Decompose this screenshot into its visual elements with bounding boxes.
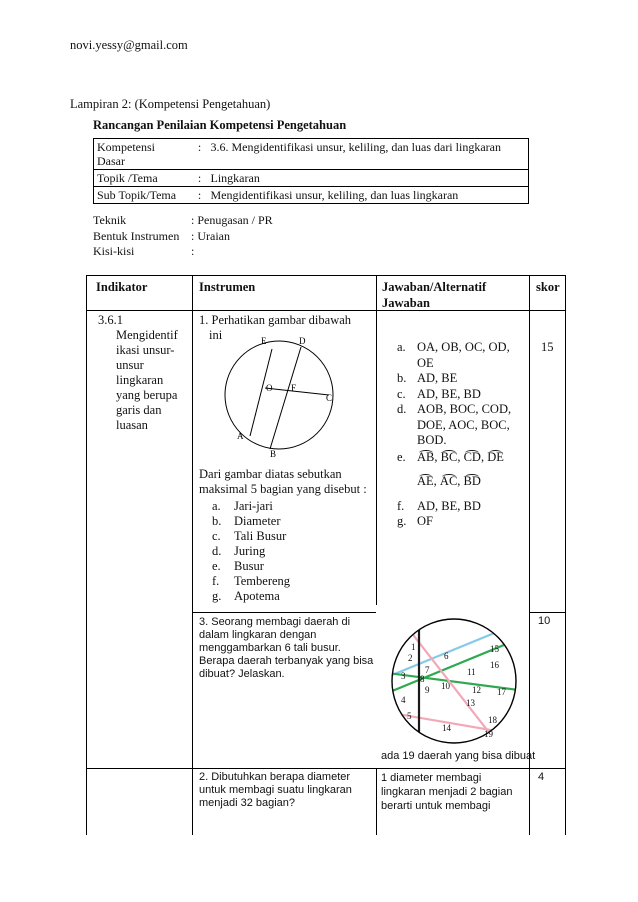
answer-g: g. OF <box>397 514 433 528</box>
circle-regions-diagram <box>380 618 526 744</box>
row-divider <box>529 612 565 613</box>
region-number: 11 <box>467 667 476 677</box>
region-number: 8 <box>420 674 425 684</box>
region-number: 3 <box>401 671 406 681</box>
table-border-left <box>86 275 87 835</box>
region-number: 12 <box>472 685 481 695</box>
bentuk-value: : Uraian <box>191 228 230 243</box>
header-indikator: Indikator <box>96 280 148 294</box>
option-item: c. Tali Busur <box>212 529 287 543</box>
column-divider <box>376 275 377 605</box>
info-row-kompetensi <box>94 139 529 170</box>
colon: : <box>192 187 208 204</box>
column-divider <box>192 275 193 835</box>
label-E: E <box>261 336 267 346</box>
answer-b: b. AD, BE <box>397 371 458 385</box>
region-number: 2 <box>408 653 413 663</box>
header-jawaban: Jawaban/Alternatif Jawaban <box>382 280 487 310</box>
table-border-right <box>565 275 566 835</box>
teknik-value: : Penugasan / PR <box>191 213 273 227</box>
header-skor: skor <box>536 280 560 294</box>
label-A: A <box>237 431 244 441</box>
kompetensi-label-2: Dasar <box>97 154 125 168</box>
row-divider <box>192 612 376 613</box>
region-number: 5 <box>407 711 412 721</box>
region-number: 17 <box>497 687 506 697</box>
answer-e-cont: AE, AC, BD <box>417 474 481 488</box>
region-number: 15 <box>490 644 499 654</box>
region-number: 18 <box>488 715 497 725</box>
table-header-divider <box>86 310 565 311</box>
column-divider <box>376 768 377 835</box>
label-B: B <box>270 449 277 459</box>
answer-3: ada 19 daerah yang bisa dibuat <box>381 750 536 762</box>
chord-BD <box>270 347 301 449</box>
region-number: 7 <box>425 665 430 675</box>
question-3: 3. Seorang membagi daerah di dalam lingkaran dengan menggambarkan 6 tali busur. Berapa daerah terbanyak yang bisa dibuat? Jelaskan. <box>199 616 374 680</box>
colon: : <box>192 139 208 170</box>
answer-c: c. AD, BE, BD <box>397 386 481 401</box>
option-item: d. Juring <box>212 544 266 558</box>
label-O: O <box>266 383 273 393</box>
region-number: 9 <box>425 685 430 695</box>
teknik-label: Teknik <box>93 213 127 227</box>
options-list <box>212 499 290 604</box>
radius-OC <box>265 388 329 395</box>
kompetensi-label: Kompetensi <box>97 140 155 154</box>
document-title: Rancangan Penilaian Kompetensi Pengetahuan <box>93 118 347 132</box>
answer-e: e. AB, BC, CD, DE <box>397 449 504 464</box>
region-number: 16 <box>490 660 499 670</box>
question-2: 2. Dibutuhkan berapa diameter untuk membagi suatu lingkaran menjadi 32 bagian? <box>199 771 352 809</box>
subtopik-value: Mengidentifikasi unsur, keliling, dan luas lingkaran <box>208 187 529 204</box>
kisi-value: : <box>191 244 195 258</box>
topik-label: Topik /Tema <box>94 170 192 187</box>
answer-a: a. OA, OB, OC, OD, <box>397 340 510 354</box>
colon: : <box>192 170 208 187</box>
answer-a-cont: OE <box>417 355 434 370</box>
topik-value: Lingkaran <box>208 170 529 187</box>
answer-f: f. AD, BE, BD <box>397 498 481 513</box>
answer-d-cont: DOE, AOC, BOC, <box>417 417 510 432</box>
answer-d: d. AOB, BOC, COD, <box>397 402 512 416</box>
skor-2: 10 <box>538 615 551 627</box>
region-number: 6 <box>444 651 449 661</box>
kompetensi-value: 3.6. Mengidentifikasi unsur, keliling, dan luas dari lingkaran <box>208 139 529 170</box>
label-F: F <box>291 383 297 393</box>
answer-d-cont: BOD. <box>417 433 447 447</box>
subtopik-label: Sub Topik/Tema <box>94 187 192 204</box>
assessment-meta <box>93 213 273 260</box>
answers-list <box>397 340 511 530</box>
bentuk-label: Bentuk Instrumen <box>93 228 180 243</box>
option-item: e. Busur <box>212 559 264 573</box>
answer-2: 1 diameter membagi lingkaran menjadi 2 bagian berarti untuk membagi <box>381 772 513 812</box>
kisi-label: Kisi-kisi <box>93 244 135 258</box>
option-item: f. Tembereng <box>212 574 291 588</box>
region-number: 1 <box>411 642 416 652</box>
skor-1: 15 <box>541 340 554 354</box>
table-border-top <box>86 275 565 276</box>
option-item: a. Jari-jari <box>212 499 273 513</box>
label-C: C <box>326 393 333 403</box>
circle-elements-diagram <box>205 335 365 465</box>
indikator-text: 3.6.1 Mengidentif ikasi unsur- unsur lingkaran yang berupa garis dan luasan <box>98 313 178 432</box>
competency-info-table <box>93 138 529 204</box>
option-item: b. Diameter <box>212 514 281 528</box>
lampiran-title: Lampiran 2: (Kompetensi Pengetahuan) <box>70 97 271 111</box>
region-number: 4 <box>401 695 406 705</box>
region-number: 13 <box>466 698 475 708</box>
question-1-prompt: Dari gambar diatas sebutkan maksimal 5 bagian yang disebut : <box>199 467 367 496</box>
question-1: 1. Perhatikan gambar dibawah ini <box>199 313 352 342</box>
row-divider <box>86 768 565 769</box>
info-row-topik <box>94 170 529 187</box>
region-number: 14 <box>442 723 451 733</box>
info-row-subtopik <box>94 187 529 204</box>
region-number: 10 <box>441 681 450 691</box>
email-text: novi.yessy@gmail.com <box>70 38 188 52</box>
skor-3: 4 <box>538 771 545 783</box>
label-D: D <box>299 336 306 346</box>
region-number: 19 <box>484 729 493 739</box>
header-instrumen: Instrumen <box>199 280 256 294</box>
option-item: g. Apotema <box>212 589 280 603</box>
